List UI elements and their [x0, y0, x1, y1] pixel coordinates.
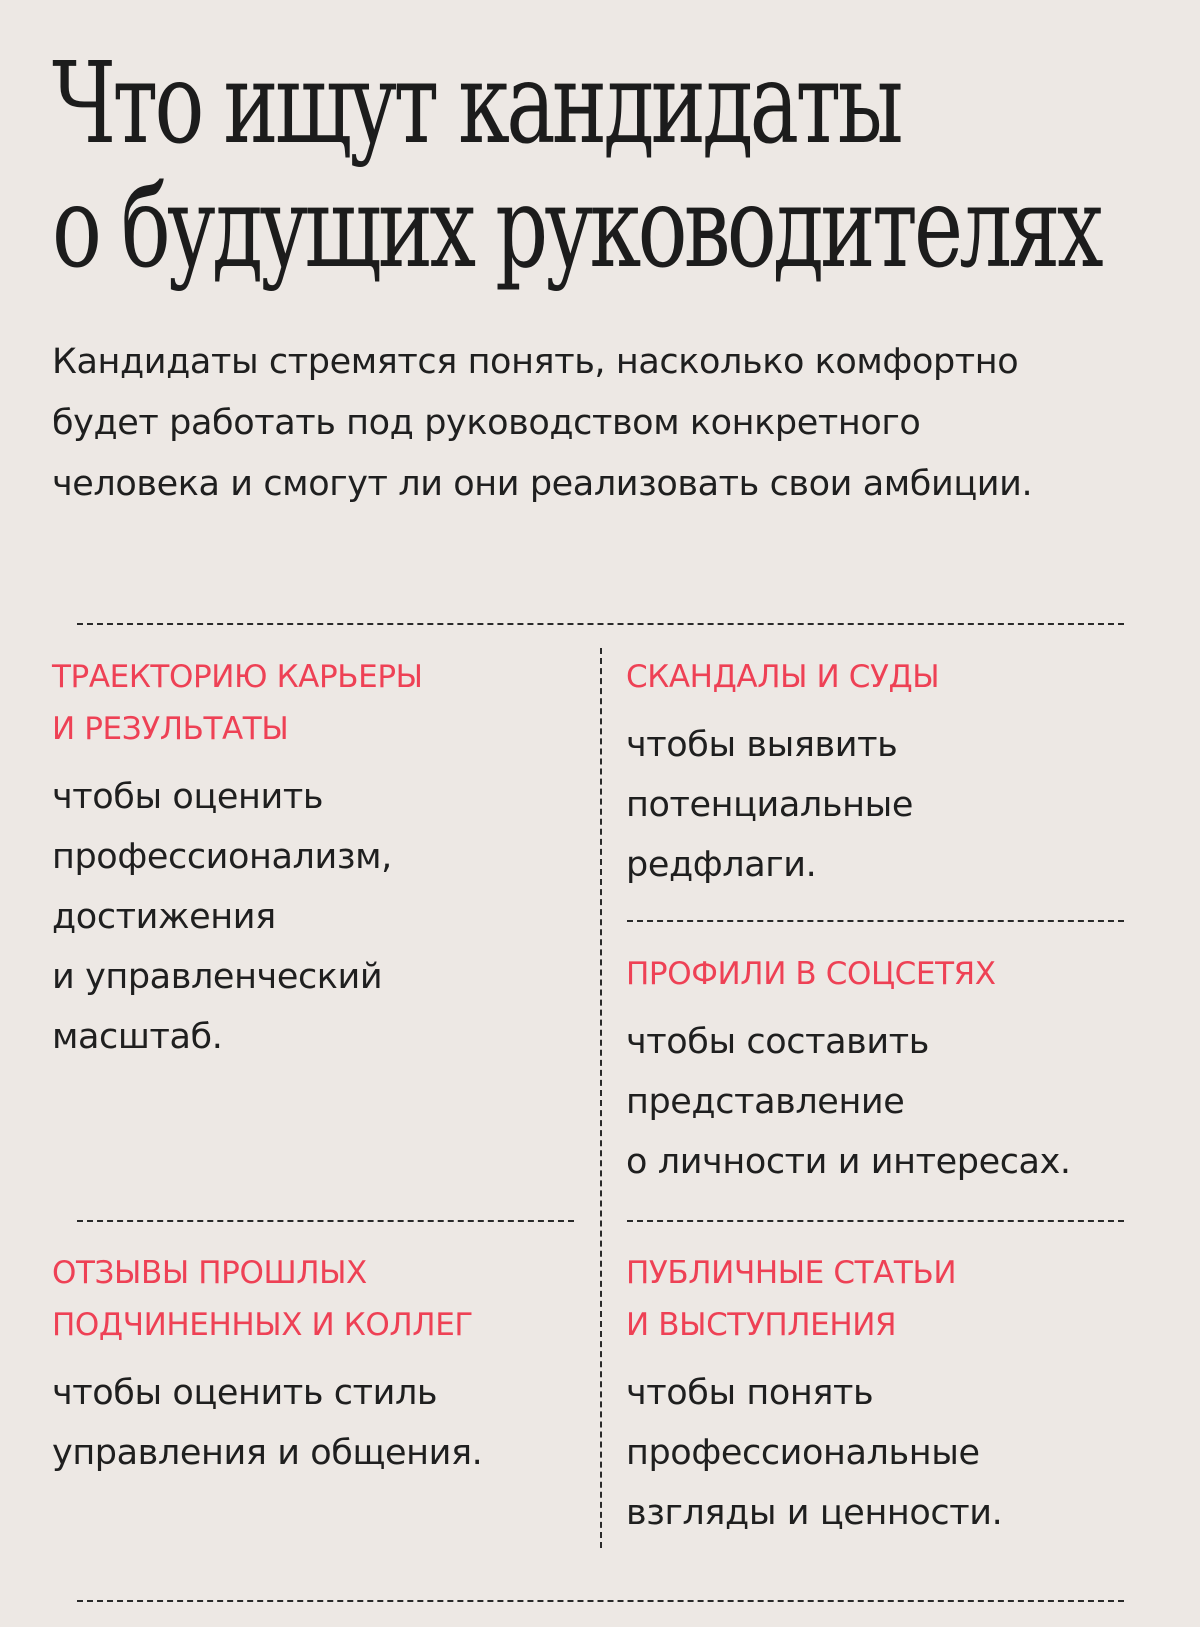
card-career [52, 651, 423, 1067]
card-body-line: чтобы выявить [626, 725, 898, 765]
card-social [626, 948, 1071, 1192]
card-reviews [52, 1247, 482, 1483]
right-divider-upper [627, 920, 1124, 922]
intro-line: человека и смогут ли они реализовать свои амбиции. [52, 464, 1033, 504]
bottom-divider [77, 1600, 1124, 1602]
right-divider-lower [627, 1220, 1124, 1222]
card-heading-line: И РЕЗУЛЬТАТЫ [52, 711, 289, 747]
card-body-line: потенциальные [626, 785, 913, 825]
card-body-line: о личности и интересах. [626, 1142, 1071, 1182]
card-heading [52, 651, 423, 755]
page-title [52, 39, 1100, 293]
card-heading [626, 1247, 1002, 1351]
card-heading-line: ПУБЛИЧНЫЕ СТАТЬИ [626, 1255, 957, 1291]
card-body-line: управления и общения. [52, 1433, 483, 1473]
title-line: Что ищут кандидаты [52, 39, 900, 169]
card-articles [626, 1247, 1002, 1543]
card-body-line: профессиональные [626, 1433, 980, 1473]
card-body [626, 1363, 1002, 1543]
card-body [52, 1363, 482, 1483]
card-body [52, 767, 423, 1067]
title-line: о будущих руководителях [52, 163, 1100, 293]
center-divider [600, 648, 602, 1548]
card-heading-line: СКАНДАЛЫ И СУДЫ [626, 659, 940, 695]
card-body-line: взгляды и ценности. [626, 1493, 1003, 1533]
card-heading-line: ПОДЧИНЕННЫХ И КОЛЛЕГ [52, 1307, 473, 1343]
card-body-line: масштаб. [52, 1017, 223, 1057]
card-body-line: чтобы понять [626, 1373, 874, 1413]
intro-line: Кандидаты стремятся понять, насколько комфортно [52, 342, 1019, 382]
card-heading [626, 948, 1071, 1000]
card-heading-line: ПРОФИЛИ В СОЦСЕТЯХ [626, 956, 996, 992]
left-divider-lower [77, 1220, 574, 1222]
card-heading [52, 1247, 482, 1351]
card-body [626, 715, 939, 895]
card-heading-line: ОТЗЫВЫ ПРОШЛЫХ [52, 1255, 367, 1291]
card-body-line: чтобы оценить стиль [52, 1373, 438, 1413]
card-heading-line: И ВЫСТУПЛЕНИЯ [626, 1307, 897, 1343]
card-body-line: профессионализм, [52, 837, 392, 877]
card-heading-line: ТРАЕКТОРИЮ КАРЬЕРЫ [52, 659, 423, 695]
card-body-line: представление [626, 1082, 905, 1122]
card-body-line: редфлаги. [626, 845, 817, 885]
card-body-line: чтобы оценить [52, 777, 324, 817]
card-scandals [626, 651, 939, 895]
card-body [626, 1012, 1071, 1192]
top-divider [77, 623, 1124, 625]
card-body-line: достижения [52, 897, 276, 937]
card-body-line: и управленческий [52, 957, 383, 997]
intro-paragraph [52, 332, 1032, 515]
intro-line: будет работать под руководством конкретного [52, 403, 921, 443]
card-heading [626, 651, 939, 703]
card-body-line: чтобы составить [626, 1022, 929, 1062]
